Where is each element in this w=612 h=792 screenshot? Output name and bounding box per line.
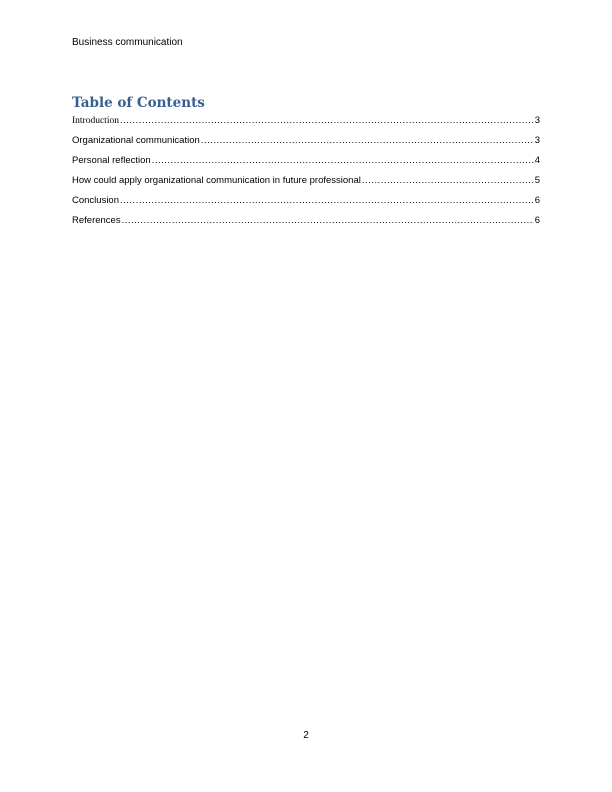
toc-entry-organizational-communication[interactable] bbox=[72, 127, 540, 147]
table-of-contents bbox=[72, 115, 540, 227]
page-number: 2 bbox=[303, 730, 309, 741]
toc-entry-label: Organizational communication bbox=[72, 135, 200, 146]
toc-dot-leader bbox=[362, 175, 534, 187]
toc-entry-label: How could apply organizational communication in future professional bbox=[72, 175, 361, 186]
toc-entry-page: 4 bbox=[534, 155, 540, 166]
toc-dot-leader bbox=[201, 135, 534, 147]
toc-dot-leader bbox=[122, 215, 534, 227]
toc-entry-personal-reflection[interactable] bbox=[72, 147, 540, 167]
toc-dot-leader bbox=[120, 115, 534, 127]
toc-entry-introduction[interactable] bbox=[72, 115, 540, 127]
toc-entry-page: 6 bbox=[534, 215, 540, 226]
toc-entry-future-professional[interactable] bbox=[72, 167, 540, 187]
toc-entry-page: 3 bbox=[534, 115, 540, 126]
toc-entry-page: 3 bbox=[534, 135, 540, 146]
toc-entry-conclusion[interactable] bbox=[72, 187, 540, 207]
running-header: Business communication bbox=[72, 37, 183, 48]
toc-dot-leader bbox=[120, 195, 534, 207]
toc-entry-page: 5 bbox=[534, 175, 540, 186]
toc-entry-references[interactable] bbox=[72, 207, 540, 227]
toc-entry-label: Conclusion bbox=[72, 195, 119, 206]
toc-entry-label: Introduction bbox=[72, 116, 119, 126]
toc-entry-label: References bbox=[72, 215, 121, 226]
toc-entry-label: Personal reflection bbox=[72, 155, 151, 166]
toc-dot-leader bbox=[152, 155, 534, 167]
toc-entry-page: 6 bbox=[534, 195, 540, 206]
toc-heading: Table of Contents bbox=[72, 95, 205, 111]
